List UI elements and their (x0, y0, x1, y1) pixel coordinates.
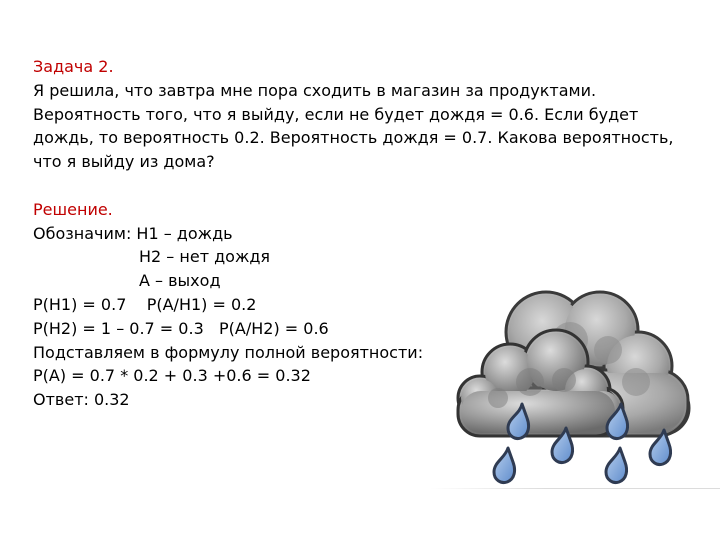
solution-title: Решение. (33, 199, 113, 219)
task-line-1: Я решила, что завтра мне пора сходить в магазин за продуктами. (33, 80, 597, 100)
task-line-2: Вероятность того, что я выйду, если не будет дождя = 0.6. Если будет (33, 104, 639, 124)
notation-h1: Обозначим: H1 – дождь (33, 223, 233, 243)
rain-drop-icon (606, 448, 627, 483)
formula-intro: Подставляем в формулу полной вероятности: (33, 342, 424, 362)
probability-h1: P(H1) = 0.7 P(A/H1) = 0.2 (33, 294, 257, 314)
notation-a: A – выход (139, 271, 221, 291)
rain-drop-icon (494, 448, 515, 483)
notation-h2: H2 – нет дождя (139, 247, 271, 267)
spacer (33, 174, 693, 198)
answer: Ответ: 0.32 (33, 390, 130, 410)
divider (430, 488, 720, 489)
task-line-3: дождь, то вероятность 0.2. Вероятность дождя = 0.7. Какова вероятность, (33, 128, 674, 148)
probability-h2: P(H2) = 1 – 0.7 = 0.3 P(A/H2) = 0.6 (33, 318, 329, 338)
task-title: Задача 2. (33, 57, 114, 76)
formula: P(A) = 0.7 * 0.2 + 0.3 +0.6 = 0.32 (33, 366, 311, 386)
rain-cloud-icon (438, 280, 708, 495)
task-line-4: что я выйду из дома? (33, 152, 215, 172)
